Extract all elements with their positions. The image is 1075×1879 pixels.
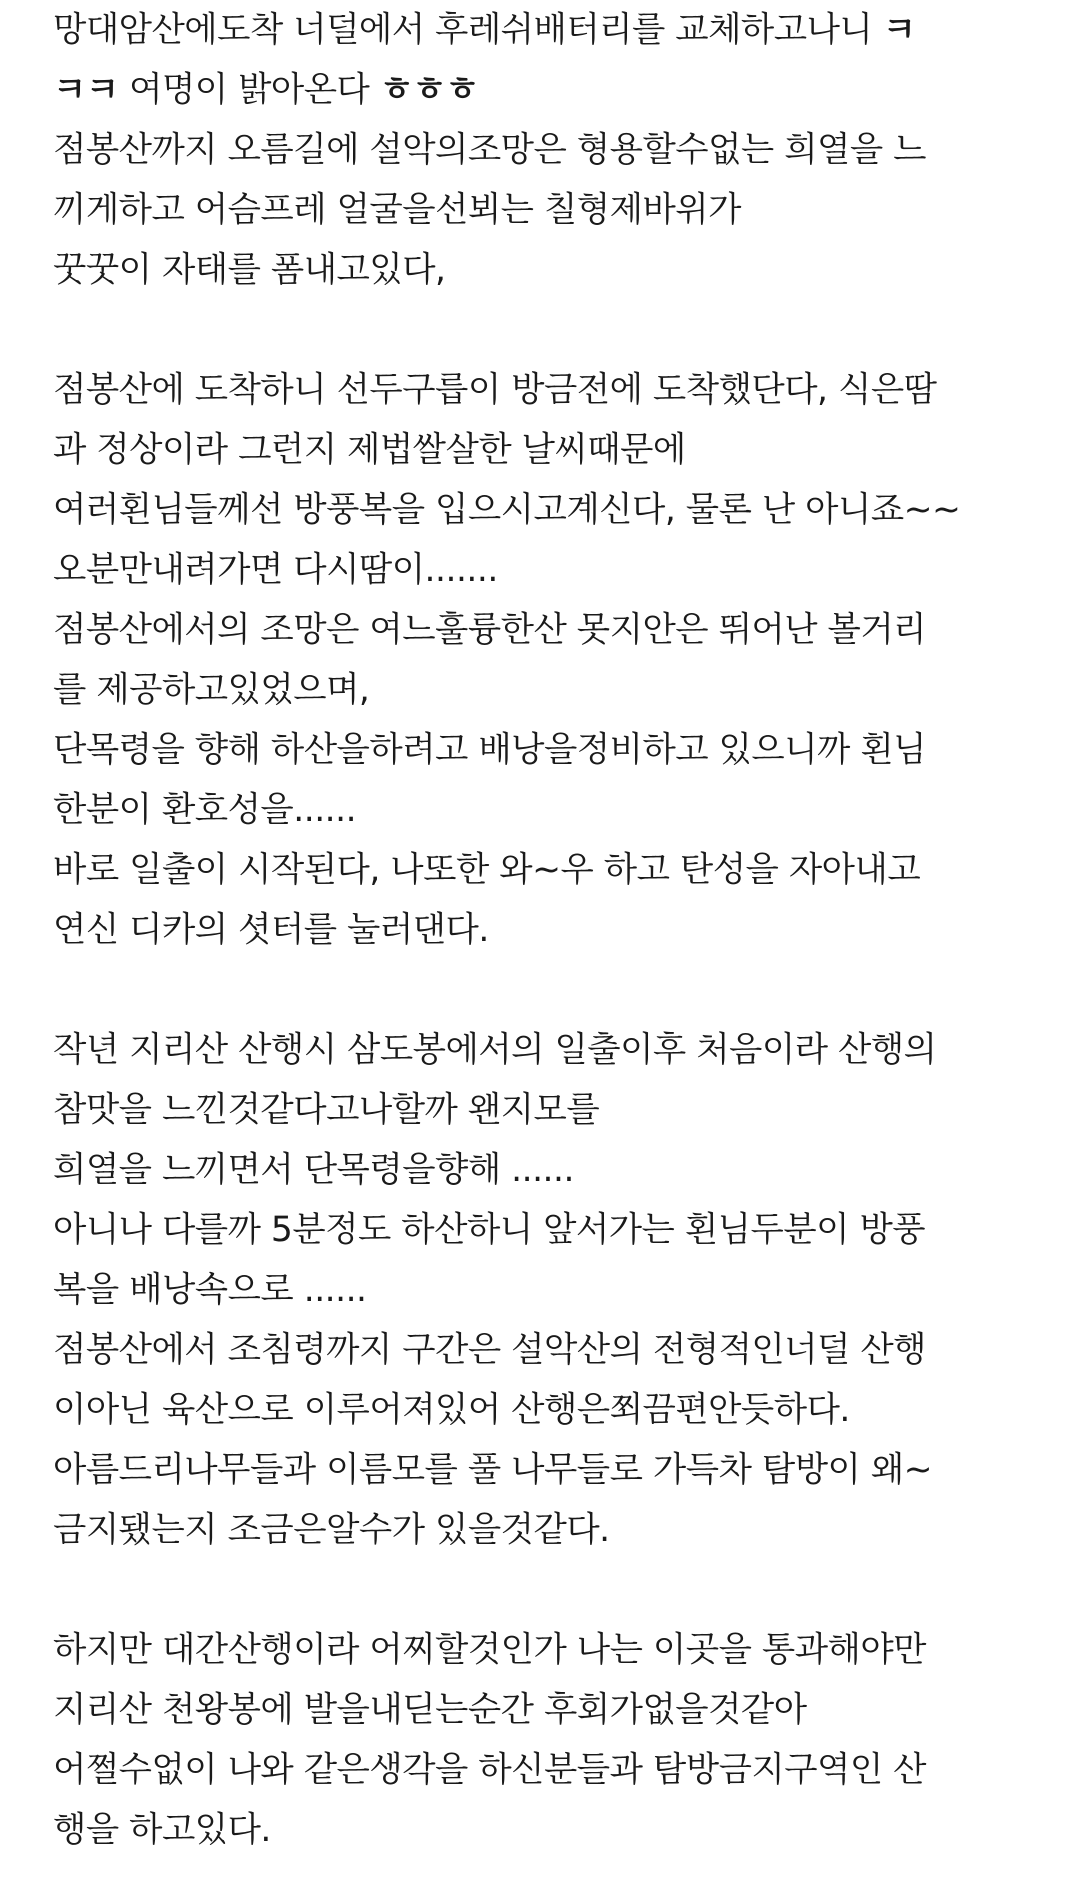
- emoticon-laugh: ㅋ: [882, 10, 916, 50]
- text-line: 연신 디카의 셧터를 눌러댄다.: [53, 910, 489, 950]
- text-line: 점봉산에서의 조망은 여느훌륭한산 못지안은 뛰어난 볼거리: [53, 610, 927, 650]
- text-line: 행을 하고있다.: [53, 1810, 271, 1850]
- emoticon-laugh: ㅎㅎㅎ: [379, 70, 479, 110]
- text-line: ㅋㅋ 여명이 밝아온다 ㅎㅎㅎ: [53, 70, 479, 110]
- text-line: 단목령을 향해 하산을하려고 배낭을정비하고 있으니까 횐님: [53, 730, 927, 770]
- emoticon-laugh: ㅋㅋ: [53, 70, 119, 110]
- text-line: 점봉산까지 오름길에 설악의조망은 형용할수없는 희열을 느: [53, 130, 927, 170]
- text-line: 어쩔수없이 나와 같은생각을 하신분들과 탐방금지구역인 산: [53, 1750, 927, 1790]
- text-line: 작년 지리산 산행시 삼도봉에서의 일출이후 처음이라 산행의: [53, 1030, 937, 1070]
- text-line: 꿋꿋이 자태를 폼내고있다,: [53, 250, 446, 290]
- text-line: 끼게하고 어슴프레 얼굴을선뵈는 칠형제바위가: [53, 190, 741, 230]
- text-line: 아니나 다를까 5분정도 하산하니 앞서가는 횐님두분이 방풍: [53, 1210, 926, 1250]
- text-line: 금지됐는지 조금은알수가 있을것같다.: [53, 1510, 610, 1550]
- paragraph-gap: [53, 300, 1053, 360]
- text-line: 를 제공하고있었으며,: [53, 670, 370, 710]
- text-line: 오분만내려가면 다시땀이.......: [53, 550, 498, 590]
- text-line: 망대암산에도착 너덜에서 후레쉬배터리를 교체하고나니 ㅋ: [53, 10, 916, 50]
- text-line: 희열을 느끼면서 단목령을향해 ......: [53, 1150, 574, 1190]
- text-line: 바로 일출이 시작된다, 나또한 와~우 하고 탄성을 자아내고: [53, 850, 921, 890]
- text-line: 이아닌 육산으로 이루어져있어 산행은쬐끔편안듯하다.: [53, 1390, 850, 1430]
- text-line: 지리산 천왕봉에 발을내딛는순간 후회가없을것같아: [53, 1690, 807, 1730]
- text-line: 하지만 대간산행이라 어찌할것인가 나는 이곳을 통과해야만: [53, 1630, 927, 1670]
- article-body: [53, 0, 1053, 1860]
- text-line: 아름드리나무들과 이름모를 풀 나무들로 가득차 탐방이 왜~: [53, 1450, 933, 1490]
- text-line: 점봉산에서 조침령까지 구간은 설악산의 전형적인너덜 산행: [53, 1330, 927, 1370]
- paragraph-gap: [53, 1560, 1053, 1620]
- text-line: 여러횐님들께선 방풍복을 입으시고계신다, 물론 난 아니죠~~: [53, 490, 961, 530]
- text-line: 점봉산에 도착하니 선두구릅이 방금전에 도착했단다, 식은땀: [53, 370, 937, 410]
- text-line: 복을 배낭속으로 ......: [53, 1270, 367, 1310]
- text-line: 과 정상이라 그런지 제법쌀살한 날씨때문에: [53, 430, 686, 470]
- text-line: 참맛을 느낀것같다고나할까 왠지모를: [53, 1090, 600, 1130]
- text-line: 한분이 환호성을......: [53, 790, 357, 830]
- paragraph-gap: [53, 960, 1053, 1020]
